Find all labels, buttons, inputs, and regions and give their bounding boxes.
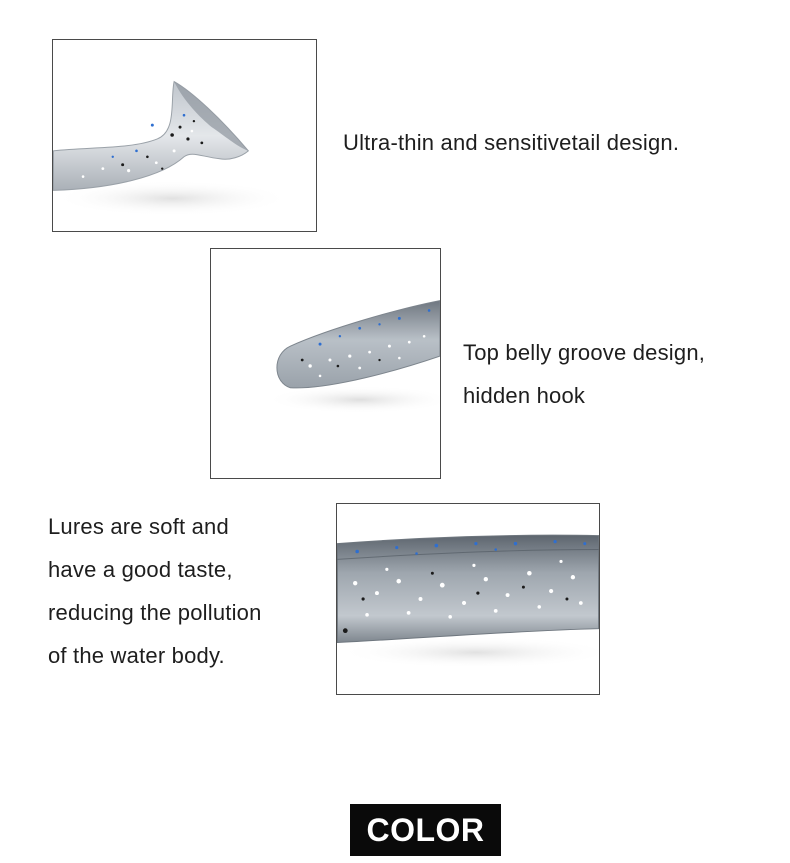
soft-lure-caption: [48, 505, 262, 677]
belly-groove-photo: [210, 248, 441, 479]
caption-line: Ultra-thin and sensitivetail design.: [343, 130, 680, 155]
caption-line: Top belly groove design,: [463, 340, 706, 365]
color-section-heading: COLOR: [350, 804, 501, 856]
belly-groove-caption: [463, 331, 705, 417]
caption-line: of the water body.: [48, 643, 225, 668]
caption-line: have a good taste,: [48, 557, 233, 582]
caption-line: hidden hook: [463, 383, 586, 408]
soft-lure-body-photo: [336, 503, 600, 695]
caption-line: Lures are soft and: [48, 514, 229, 539]
caption-line: reducing the pollution: [48, 600, 262, 625]
tail-design-caption: [343, 121, 679, 164]
tail-design-photo: [52, 39, 317, 232]
